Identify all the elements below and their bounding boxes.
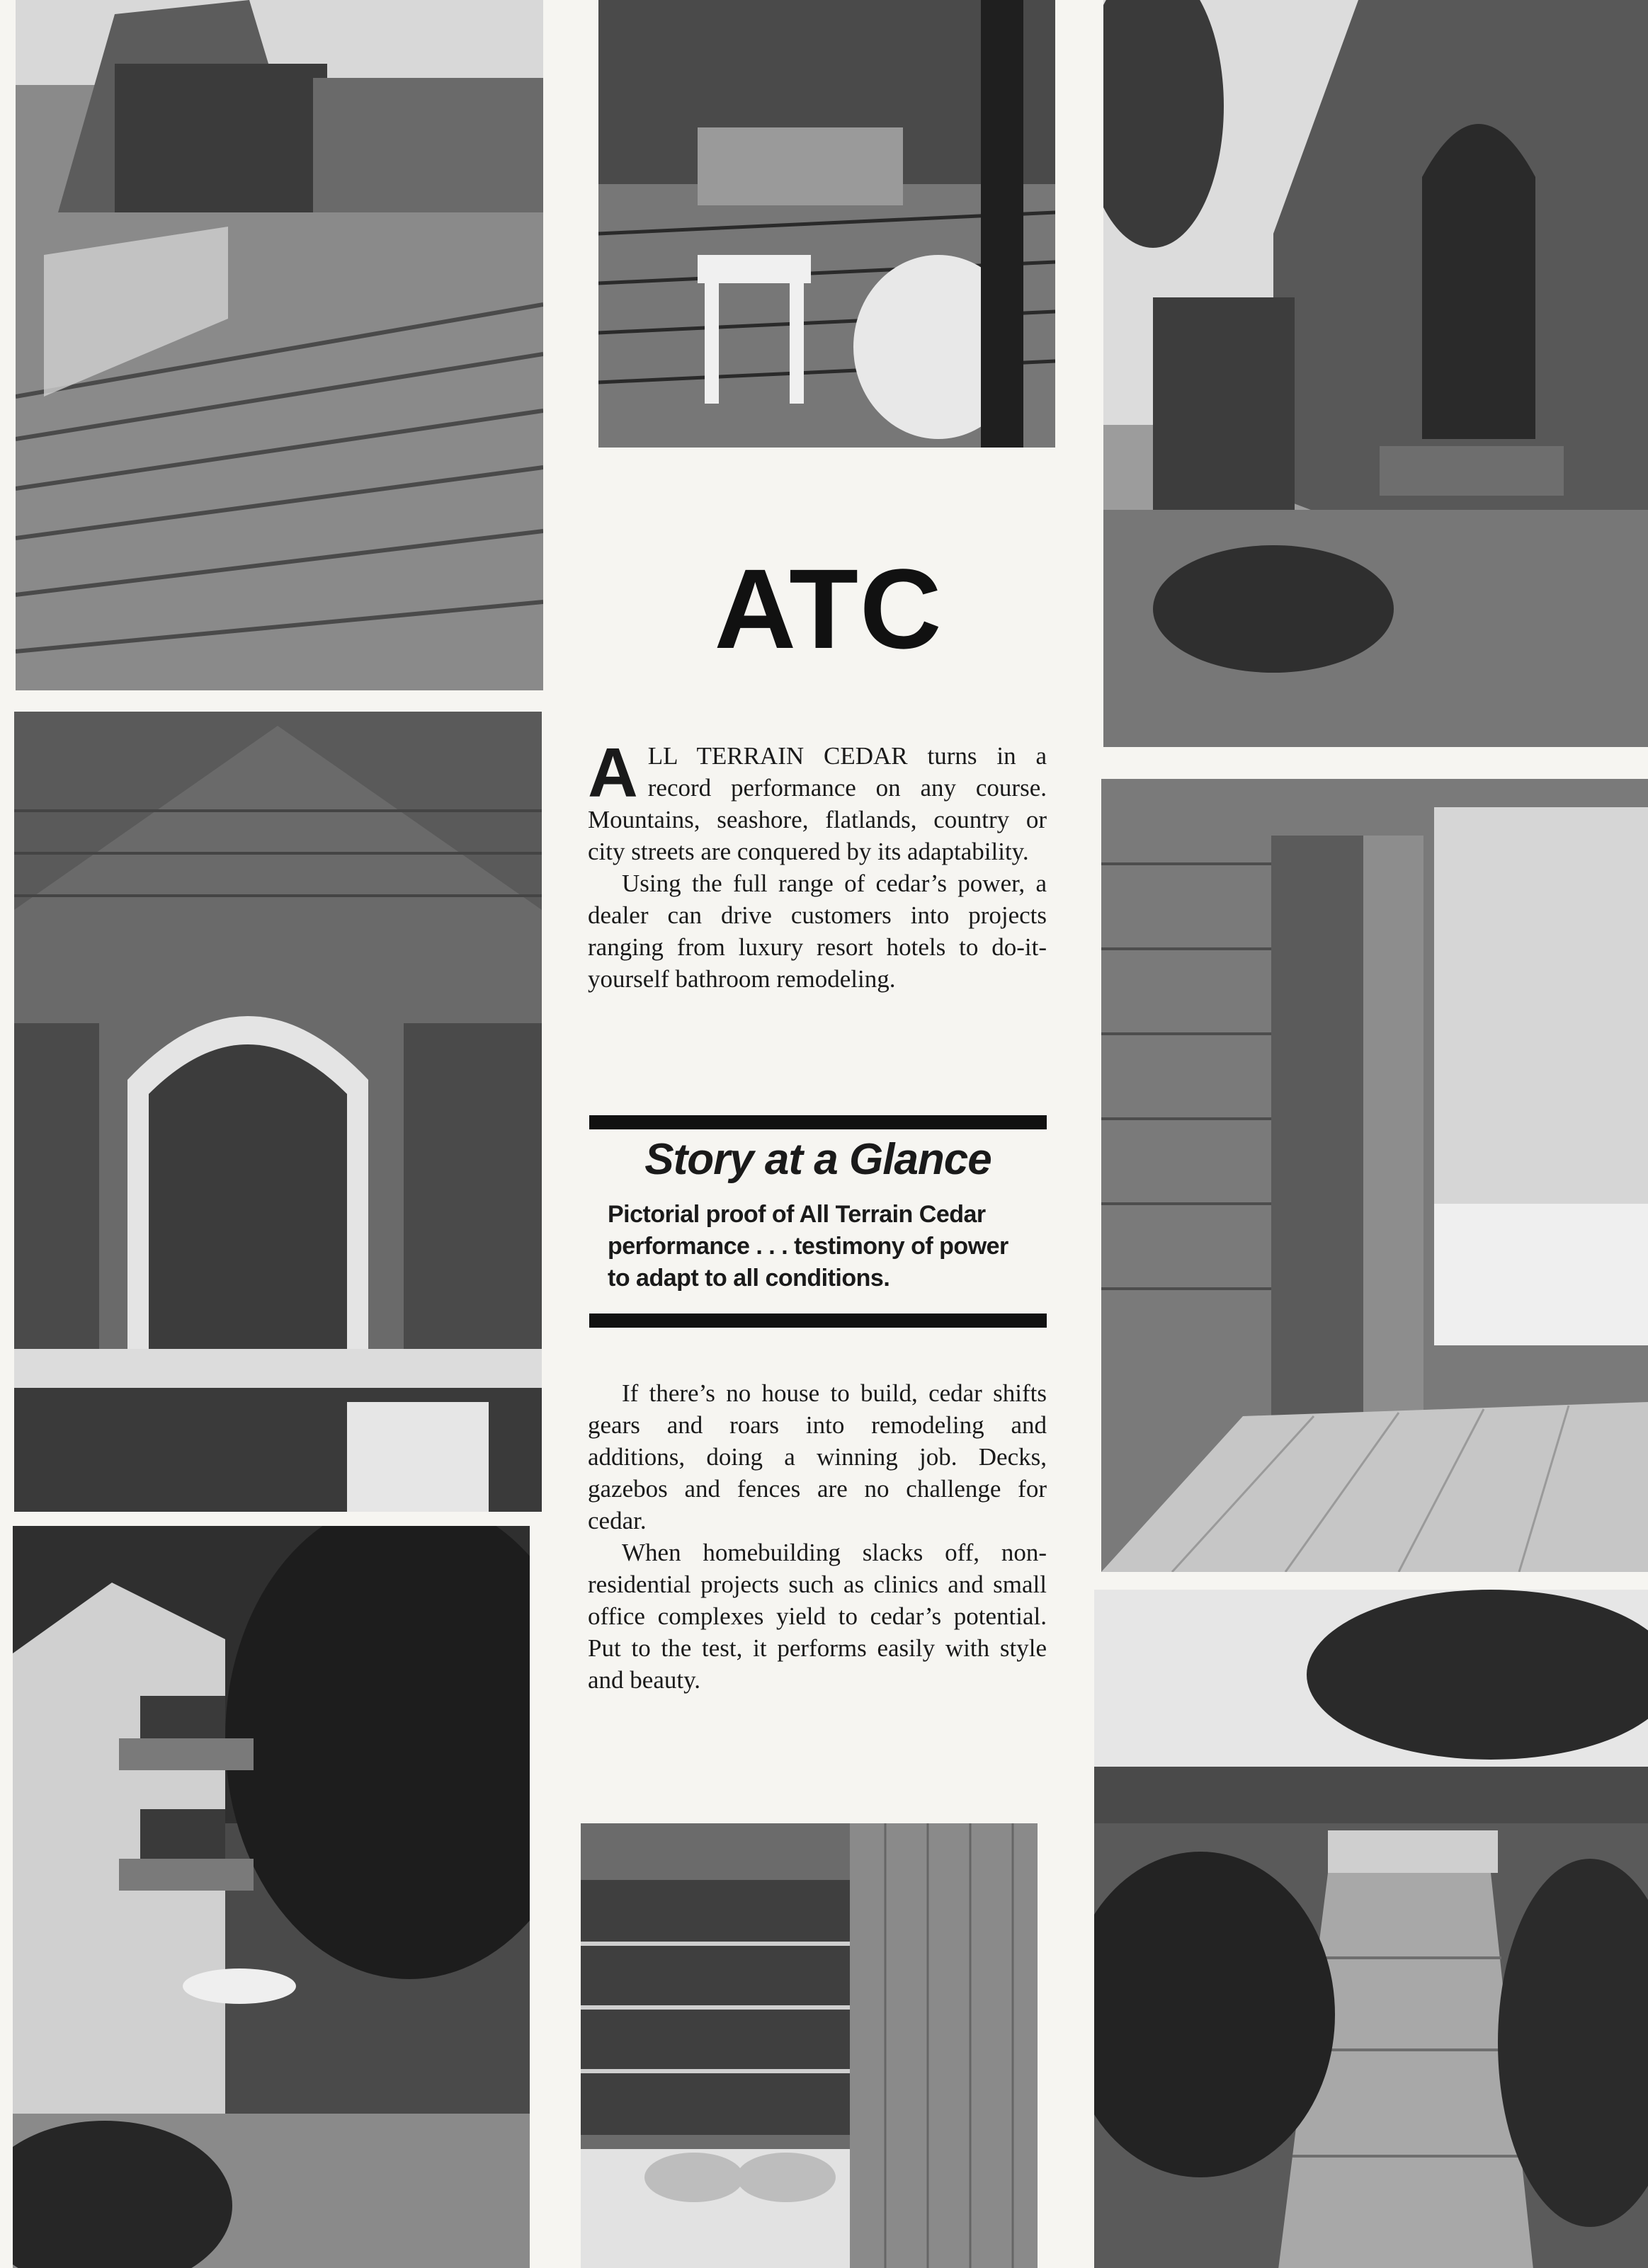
house-with-balconies-photo xyxy=(13,1526,530,2268)
intro-paragraph-2: Using the full range of cedar’s power, a dealer can drive customers into projects ranging from luxury resort hotels to do-it-yourself bathroom remodeling. xyxy=(588,870,1047,993)
drop-cap: A xyxy=(588,734,638,811)
continued-text xyxy=(588,1377,1047,1696)
waterfront-deck-walkway-photo xyxy=(1094,1590,1648,2268)
glance-subtitle: Pictorial proof of All Terrain Cedar performance . . . testimony of power to adapt to all conditions. xyxy=(608,1201,1008,1292)
intro-text xyxy=(588,734,1047,995)
deck-with-hot-tub-photo xyxy=(598,0,1055,448)
cedar-living-room-photo xyxy=(581,1823,1038,2268)
cedar-house-arched-window-photo xyxy=(1103,0,1648,747)
intro-paragraph-1: LL TERRAIN CEDAR turns in a record performance on any course. Mountains, seashore, flatlands, country or city streets are conquered by its adaptability. xyxy=(588,742,1047,865)
body-paragraph-1: If there’s no house to build, cedar shifts gears and roars into remodeling and additions, doing a winning job. Decks, gazebos and fences are no challenge for cedar. xyxy=(588,1379,1047,1534)
page-title: ATC xyxy=(714,545,943,672)
divider-rule-top xyxy=(589,1115,1047,1129)
cedar-kitchen-photo xyxy=(14,712,542,1512)
cedar-house-deck-stairs-photo xyxy=(16,0,543,690)
cedar-bathroom-photo xyxy=(1101,779,1648,1572)
glance-title: Story at a Glance xyxy=(644,1135,991,1184)
divider-rule-bottom xyxy=(589,1313,1047,1328)
body-paragraph-2: When homebuilding slacks off, non-residential projects such as clinics and small office complexes yield to cedar’s potential. Put to the test, it performs easily with style and beauty. xyxy=(588,1539,1047,1694)
